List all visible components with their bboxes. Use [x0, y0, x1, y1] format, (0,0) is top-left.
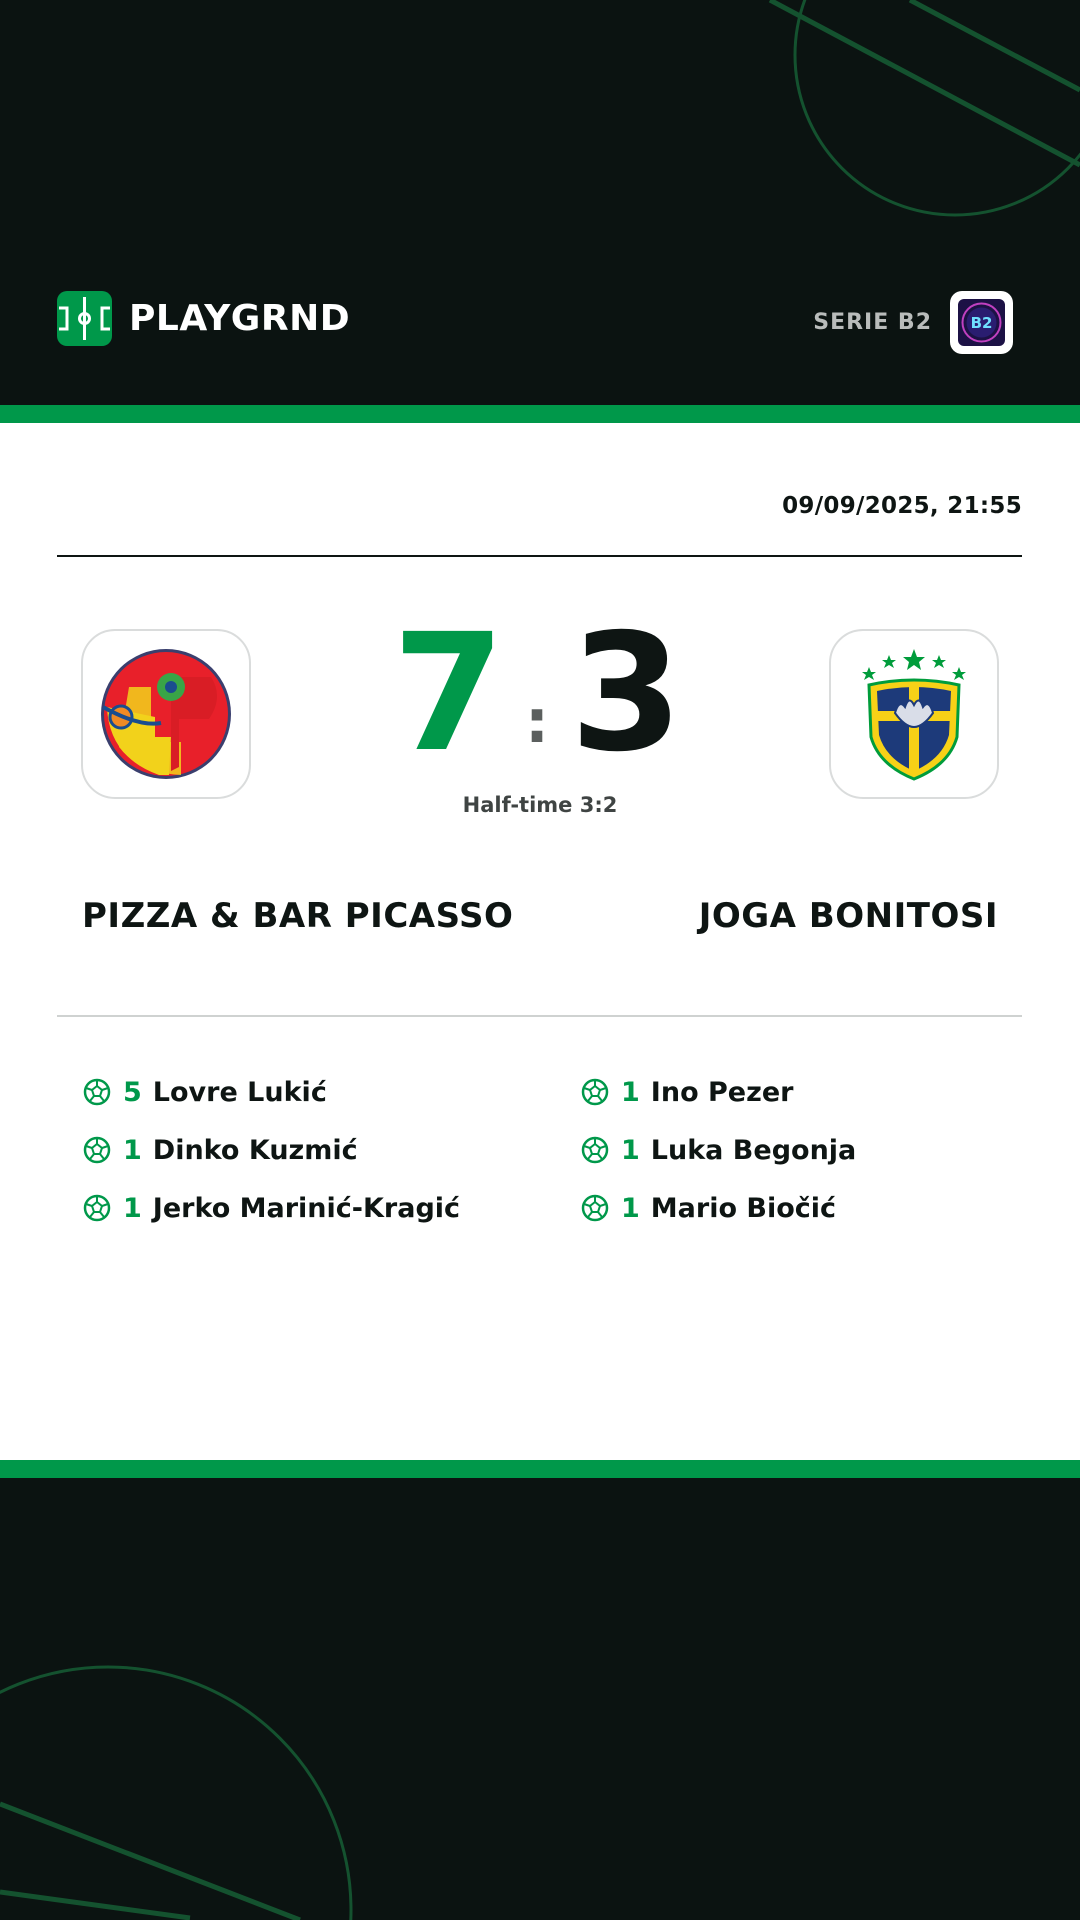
match-card [0, 423, 1080, 1460]
football-icon [581, 1136, 609, 1164]
divider [57, 1015, 1022, 1017]
player-name[interactable]: Lovre Lukić [152, 1076, 327, 1108]
football-icon [83, 1136, 111, 1164]
football-icon [83, 1194, 111, 1222]
accent-stripe-top [0, 405, 1080, 423]
scorer-row [83, 1179, 460, 1237]
league-logo [958, 299, 1005, 346]
away-score: 3 [570, 600, 683, 788]
player-name[interactable]: Mario Biočić [650, 1192, 837, 1224]
brand-name: PLAYGRND [129, 298, 351, 339]
football-icon [581, 1078, 609, 1106]
player-name[interactable]: Luka Begonja [650, 1134, 857, 1166]
league-badge [950, 291, 1013, 354]
league-info[interactable] [813, 291, 1013, 354]
match-datetime: 09/09/2025, 21:55 [782, 493, 1022, 519]
player-name[interactable]: Ino Pezer [650, 1076, 794, 1108]
goal-count: 1 [123, 1192, 142, 1224]
home-score: 7 [392, 600, 505, 788]
away-team-name[interactable]: JOGA BONITOSI [698, 896, 998, 936]
scoreboard [0, 600, 1080, 788]
player-name[interactable]: Dinko Kuzmić [152, 1134, 358, 1166]
scorer-row [581, 1063, 856, 1121]
away-scorers-list [581, 1063, 856, 1237]
goal-count: 1 [123, 1134, 142, 1166]
accent-stripe-bottom [0, 1460, 1080, 1478]
goal-count: 1 [621, 1192, 640, 1224]
scorer-row [581, 1121, 856, 1179]
svg-text:B2: B2 [970, 314, 993, 332]
halftime-score: Half-time 3:2 [462, 793, 618, 817]
league-name: SERIE B2 [813, 310, 932, 335]
football-icon [83, 1078, 111, 1106]
goal-count: 1 [621, 1134, 640, 1166]
brand[interactable] [57, 291, 350, 346]
goal-count: 1 [621, 1076, 640, 1108]
football-icon [581, 1194, 609, 1222]
pitch-lines-decoration [0, 1478, 1080, 1920]
scorer-row [581, 1179, 856, 1237]
home-scorers-list [83, 1063, 460, 1237]
scorer-row [83, 1121, 460, 1179]
divider [57, 555, 1022, 557]
header-background [0, 0, 1080, 405]
scorer-row [83, 1063, 460, 1121]
goal-count: 5 [123, 1076, 142, 1108]
pitch-icon [57, 291, 112, 346]
home-team-name[interactable]: PIZZA & BAR PICASSO [82, 896, 514, 936]
footer-background [0, 1478, 1080, 1920]
player-name[interactable]: Jerko Marinić-Kragić [152, 1192, 461, 1224]
score-separator: : [525, 687, 549, 757]
